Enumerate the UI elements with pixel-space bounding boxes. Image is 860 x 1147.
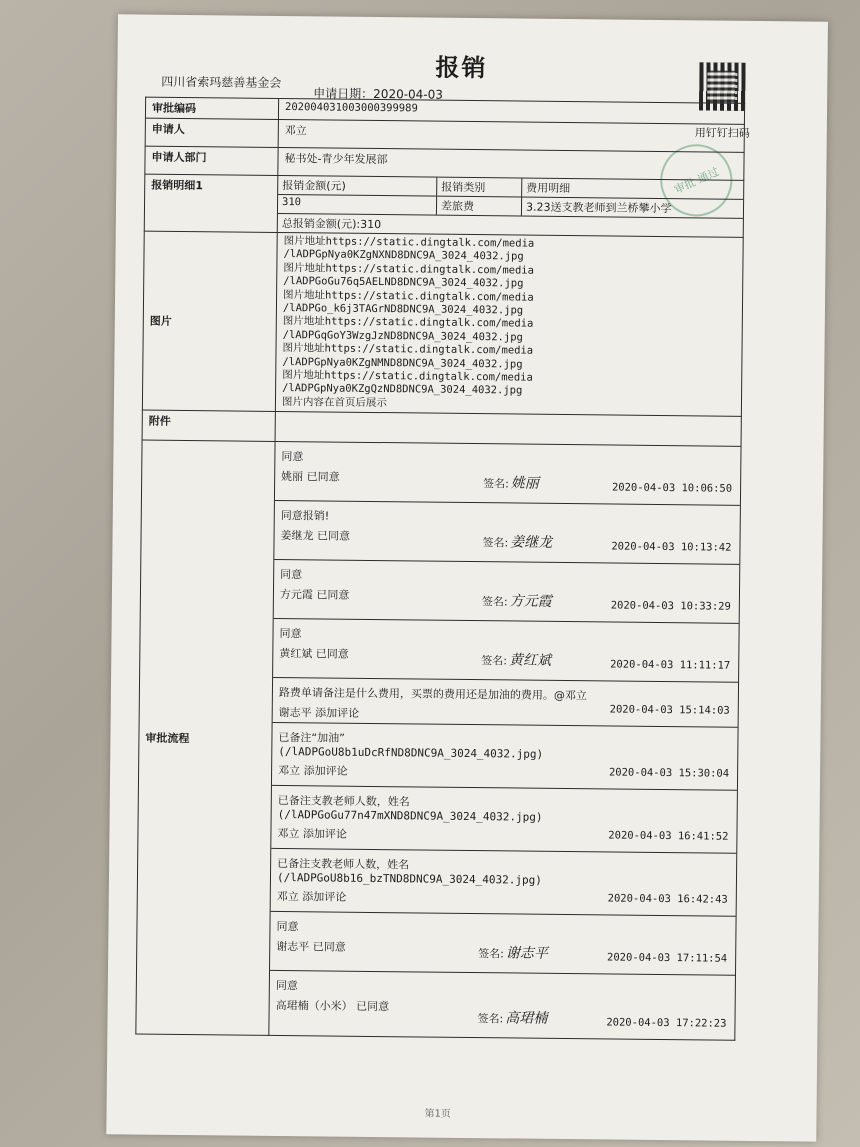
signature <box>482 590 552 611</box>
process-item <box>274 501 740 565</box>
comment: 同意 <box>280 568 303 582</box>
process-item <box>274 560 740 624</box>
image-line: /lADPGo_k6j3TAGrND8DNC9A_3024_4032.jpg <box>282 302 524 317</box>
sig-label: 签名: <box>481 595 508 609</box>
approver: 邓立 添加评论 <box>276 890 347 905</box>
timestamp: 2020-04-03 11:11:17 <box>610 658 731 673</box>
detail-subtable <box>277 175 744 237</box>
comment-image: (/lADPGoU8b1uDcRfND8DNC9A_3024_4032.jpg) <box>278 745 544 762</box>
sig-label: 签名: <box>483 477 509 491</box>
sig-script: 高珺楠 <box>505 1010 548 1028</box>
approver: 姚丽 已同意 <box>281 470 340 484</box>
process-item <box>275 442 741 506</box>
image-line: 图片地址https://static.dingtalk.com/media <box>283 261 535 277</box>
process-item <box>270 912 736 976</box>
row-process <box>136 440 741 1040</box>
reimbursement-table <box>135 97 745 1042</box>
process-item <box>272 723 738 791</box>
amount-label: 报销金额(元) <box>278 176 437 196</box>
timestamp: 2020-04-03 15:30:04 <box>608 766 730 781</box>
cell-label: 报销明细1 <box>144 174 278 232</box>
timestamp: 2020-04-03 15:14:03 <box>609 703 730 718</box>
date-value: 2020-04-03 <box>373 86 444 102</box>
cell-value: 邓立 <box>278 119 744 152</box>
image-line: /lADPGoGu76q5AELND8DNC9A_3024_4032.jpg <box>283 275 524 290</box>
image-line: 图片地址https://static.dingtalk.com/media <box>282 342 534 357</box>
comment: 同意 <box>276 920 299 934</box>
timestamp: 2020-04-03 10:13:42 <box>611 540 732 555</box>
cell-label: 申请人部门 <box>145 146 278 175</box>
cell-label: 图片 <box>142 231 277 412</box>
document-title: 报销 <box>435 53 488 83</box>
image-line: 图片地址https://static.dingtalk.com/media <box>283 288 534 304</box>
image-line: 图片地址https://static.dingtalk.com/media <box>282 369 533 384</box>
sig-script: 黄红斌 <box>508 652 552 670</box>
sig-script: 姜继龙 <box>510 534 553 552</box>
image-line: 图片地址https://static.dingtalk.com/media <box>282 315 534 331</box>
comment: 已备注支教老师人数，姓名 <box>277 794 410 809</box>
organization-name: 四川省索玛慈善基金会 <box>161 74 282 90</box>
timestamp: 2020-04-03 16:41:52 <box>608 829 729 844</box>
approver: 邓立 添加评论 <box>278 764 348 779</box>
image-line: 图片内容在首页后展示 <box>281 395 388 409</box>
row-images <box>142 231 743 417</box>
timestamp: 2020-04-03 17:11:54 <box>606 951 728 965</box>
timestamp: 2020-04-03 16:42:43 <box>607 892 728 906</box>
sig-script: 谢志平 <box>505 945 549 963</box>
qr-label: 用钉钉扫码 <box>694 126 750 140</box>
timestamp: 2020-04-03 17:22:23 <box>606 1016 727 1030</box>
process-item <box>271 849 737 917</box>
document-page <box>106 14 828 1141</box>
image-line: /lADPGqGoY3WzgJzND8DNC9A_3024_4032.jpg <box>282 328 523 344</box>
comment-image: (/lADPGoGu77n47mXND8DNC9A_3024_4032.jpg) <box>277 808 543 825</box>
signature <box>483 472 539 493</box>
row-detail <box>144 174 744 237</box>
page-number: 第1页 <box>424 1108 451 1120</box>
approver: 方元霞 已同意 <box>279 588 350 603</box>
comment: 同意 <box>275 979 298 993</box>
cell-value: 202004031003000399989 <box>278 98 744 124</box>
process-list <box>269 442 741 1041</box>
attachment-cell <box>275 412 741 447</box>
total-amount: 总报销金额(元):310 <box>281 217 382 232</box>
comment-image: (/lADPGoU8b16_bzTND8DNC9A_3024_4032.jpg) <box>276 871 542 888</box>
cell-label: 申请人 <box>145 118 278 147</box>
approver: 谢志平 添加评论 <box>278 706 360 721</box>
signature <box>478 942 548 963</box>
cell-label: 审批流程 <box>136 440 275 1035</box>
image-line: /lADPGpNya0KZgQzND8DNC9A_3024_4032.jpg <box>282 382 523 398</box>
timestamp: 2020-04-03 10:06:50 <box>611 481 733 496</box>
desc-label: 费用明细 <box>526 181 571 196</box>
image-links <box>275 232 743 416</box>
process-item <box>273 619 739 683</box>
comment: 已备注“加油” <box>278 731 345 745</box>
category-label: 报销类别 <box>437 178 522 197</box>
comment: 路费单请备注是什么费用，买票的费用还是加油的费用。@邓立 <box>278 686 587 703</box>
image-line: /lADPGpNya0KZgNXND8DNC9A_3024_4032.jpg <box>283 248 524 263</box>
image-line: 图片地址https://static.dingtalk.com/media <box>283 235 535 250</box>
desc-value: 3.23送支教老师到兰桥攀小学 <box>525 200 672 216</box>
sig-label: 签名: <box>481 654 508 668</box>
approver: 谢志平 已同意 <box>276 940 346 954</box>
approver: 黄红斌 已同意 <box>279 647 349 662</box>
comment: 同意报销! <box>280 509 330 523</box>
image-line: /lADPGpNya0KZgNMND8DNC9A_3024_4032.jpg <box>282 355 523 371</box>
process-item <box>271 786 737 854</box>
approver: 姜继龙 已同意 <box>280 529 351 544</box>
date-label: 申请日期： <box>313 86 374 101</box>
cell-label: 附件 <box>142 410 275 441</box>
cell-value: 秘书处-青少年发展部 <box>278 147 744 180</box>
amount-value: 310 <box>278 195 437 215</box>
process-item <box>273 678 738 728</box>
sig-label: 签名: <box>482 536 509 550</box>
sig-label: 签名: <box>477 1012 504 1026</box>
sig-label: 签名: <box>478 947 504 961</box>
comment: 同意 <box>281 450 304 464</box>
approver: 高珺楠（小米） 已同意 <box>275 999 390 1014</box>
comment: 已备注支教老师人数，姓名 <box>277 857 410 872</box>
process-item <box>269 971 735 1040</box>
signature <box>482 531 552 552</box>
comment: 同意 <box>279 627 302 641</box>
signature <box>477 1007 547 1028</box>
category-value: 差旅费 <box>437 197 522 216</box>
cell-label: 审批编码 <box>145 97 278 119</box>
signature <box>481 649 551 670</box>
sig-script: 姚丽 <box>510 475 539 492</box>
sig-script: 方元霞 <box>509 593 552 611</box>
approver: 邓立 添加评论 <box>277 827 348 842</box>
timestamp: 2020-04-03 10:33:29 <box>610 599 731 614</box>
approval-stamp: 审批 通过 <box>649 133 744 228</box>
